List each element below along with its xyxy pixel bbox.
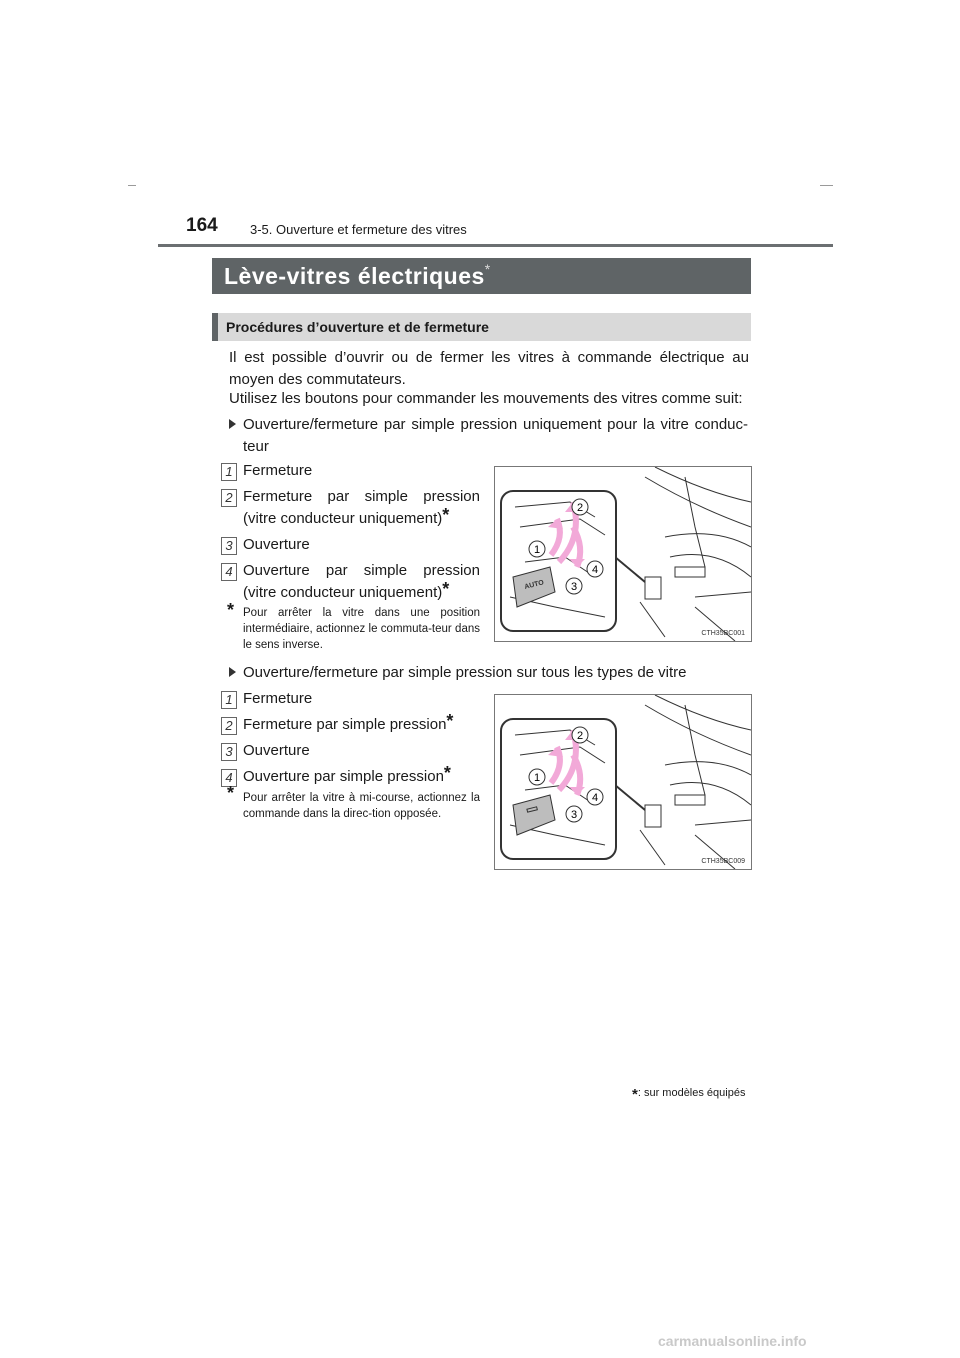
s1-num-4: 4 xyxy=(221,563,237,581)
s2-item-4-asterisk: * xyxy=(443,763,451,783)
callout-1: 1 xyxy=(533,772,541,784)
title-bar xyxy=(212,258,751,294)
s2-num-2: 2 xyxy=(221,717,237,735)
s1-note-asterisk: * xyxy=(227,600,235,620)
page-title xyxy=(224,263,491,290)
footer-asterisk: * xyxy=(632,1086,638,1103)
s1-item-2-text: Fermeture par simple pression (vitre conducteur uniquement) xyxy=(243,488,480,527)
callout-1: 1 xyxy=(533,544,541,556)
subheading-accent xyxy=(212,313,218,341)
figure-window-switch-auto xyxy=(494,466,752,642)
figure-code-2: CTH35BC009 xyxy=(701,858,745,865)
section2-bullet-text: Ouverture/fermeture par simple pression sur tous les types de vitre xyxy=(243,664,687,681)
crop-mark-right xyxy=(820,185,833,186)
s1-num-1: 1 xyxy=(221,463,237,481)
s1-item-4 xyxy=(243,560,480,604)
s2-note-asterisk: * xyxy=(227,783,235,803)
page-number: 164 xyxy=(186,215,218,236)
switch-illustration-standard xyxy=(495,695,751,869)
watermark[interactable]: carmanualsonline.info xyxy=(658,1333,807,1349)
footer-note-text: : sur modèles équipés xyxy=(637,1087,746,1099)
bullet-triangle-icon xyxy=(229,667,236,677)
callout-3: 3 xyxy=(570,581,578,593)
section2-bullet xyxy=(229,662,749,684)
header-rule xyxy=(158,244,833,247)
footer-note xyxy=(632,1087,745,1104)
callout-2: 2 xyxy=(576,502,584,514)
title-asterisk: * xyxy=(484,261,491,277)
s1-item-3: Ouverture xyxy=(243,536,310,553)
s2-note: Pour arrêter la vitre à mi-course, actionnez la commande dans la direc-tion opposée. xyxy=(243,792,480,820)
s2-num-3: 3 xyxy=(221,743,237,761)
auto-switch-label: AUTO xyxy=(523,579,545,591)
s2-num-4: 4 xyxy=(221,769,237,787)
switch-illustration-auto xyxy=(495,467,751,641)
s2-item-3: Ouverture xyxy=(243,742,310,759)
s2-item-1: Fermeture xyxy=(243,690,313,707)
s1-num-2: 2 xyxy=(221,489,237,507)
s2-item-2-text: Fermeture par simple pression xyxy=(243,716,447,733)
s2-num-1: 1 xyxy=(221,691,237,709)
s1-item-1: Fermeture xyxy=(243,462,313,479)
s2-item-2 xyxy=(243,711,480,736)
figure-window-switch-standard xyxy=(494,694,752,870)
bullet-triangle-icon xyxy=(229,419,236,429)
intro-paragraph-2: Utilisez les boutons pour commander les mouvements des vitres comme suit: xyxy=(229,390,743,407)
s2-item-2-asterisk: * xyxy=(446,711,454,731)
s2-item-4 xyxy=(243,763,480,788)
s2-item-4-text: Ouverture par simple pression xyxy=(243,768,444,785)
s1-note: Pour arrêter la vitre dans une position intermédiaire, actionnez le commuta-teur dans le sens inverse. xyxy=(243,607,480,651)
s1-item-4-asterisk: * xyxy=(442,579,450,599)
subheading: Procédures d’ouverture et de fermeture xyxy=(226,319,489,335)
subheading-bar xyxy=(212,313,751,341)
s1-item-2 xyxy=(243,486,480,530)
callout-3: 3 xyxy=(570,809,578,821)
callout-4: 4 xyxy=(591,792,599,804)
page-title-text: Lève-vitres électriques xyxy=(224,263,485,289)
section1-bullet xyxy=(229,414,749,455)
s1-item-4-text: Ouverture par simple pression (vitre conducteur uniquement) xyxy=(243,562,480,601)
section-reference: 3-5. Ouverture et fermeture des vitres xyxy=(250,222,467,237)
s1-num-3: 3 xyxy=(221,537,237,555)
callout-2: 2 xyxy=(576,730,584,742)
section1-bullet-text: Ouverture/fermeture par simple pression uniquement pour la vitre conduc-teur xyxy=(243,416,748,455)
s1-item-2-asterisk: * xyxy=(442,505,450,525)
intro-paragraph-1: Il est possible d’ouvrir ou de fermer les vitres à commande électrique au moyen des commutateurs. xyxy=(229,349,749,388)
figure-code-1: CTH35BC001 xyxy=(701,630,745,637)
callout-4: 4 xyxy=(591,564,599,576)
crop-mark-left xyxy=(128,185,136,186)
